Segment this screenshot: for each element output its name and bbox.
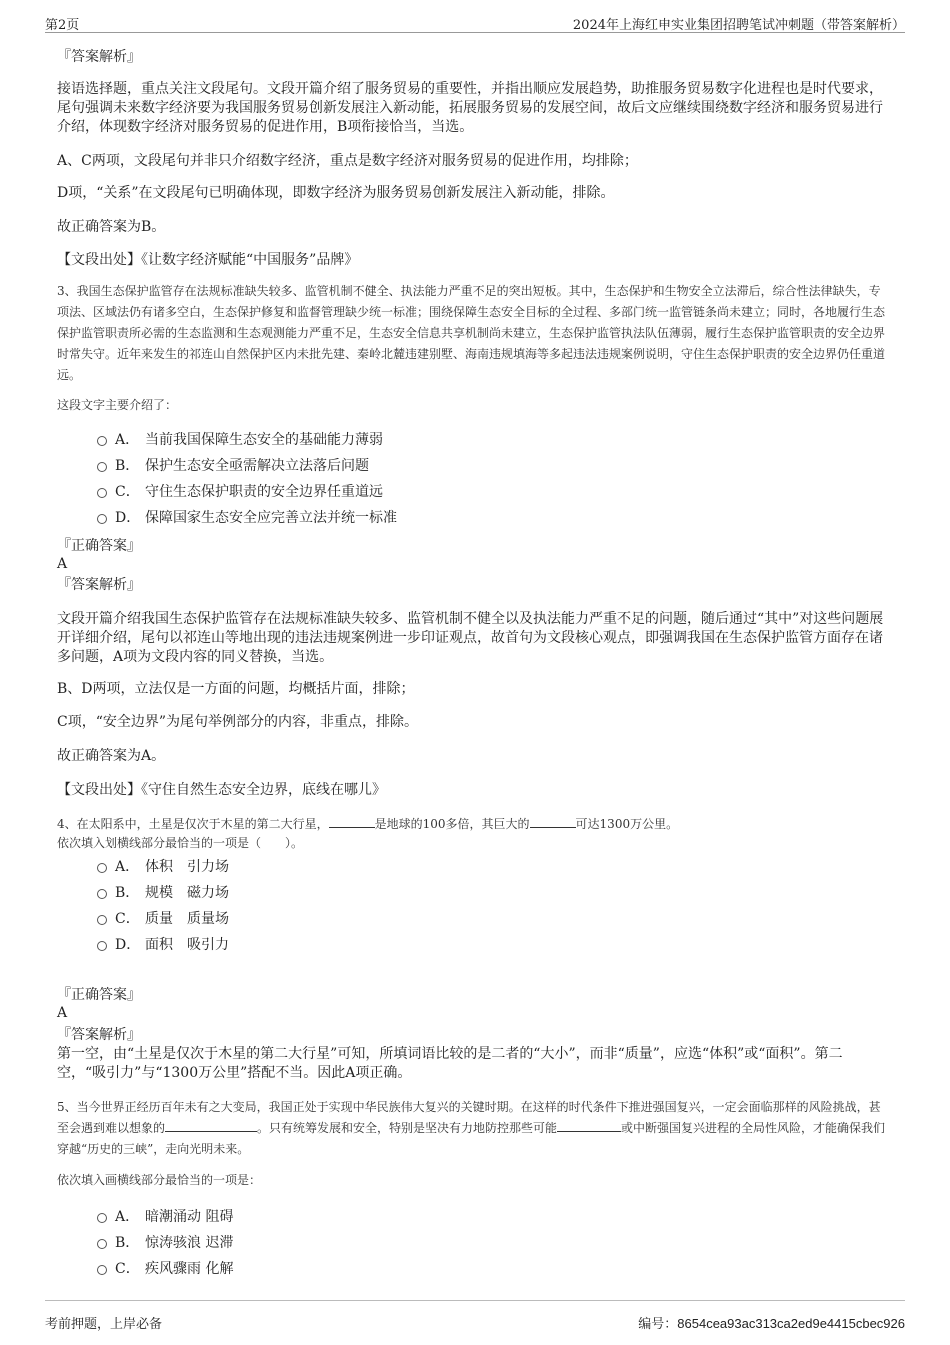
q4-answer-label: 『正确答案』 xyxy=(57,987,141,1003)
option-key: B． xyxy=(115,885,140,901)
radio-icon[interactable] xyxy=(97,1213,107,1223)
fill-blank xyxy=(329,815,375,828)
q3-option-c[interactable] xyxy=(97,482,383,502)
q3-source: 【文段出处】《守住自然生态安全边界，底线在哪儿》 xyxy=(57,782,386,798)
q3-analysis-text: 文段开篇介绍我国生态保护监管存在法规标准缺失较多、监管机制不健全以及执法能力严重不足的问题，随后通过“其中”对这些问题展开详细介绍，尾句以祁连山等地出现的违法违规案例进一步印证观点，故首句为文段核心观点，即强调我国在生态保护监管方面存在诸多问题，A项为文段内容的同义替换，当选。 xyxy=(57,611,884,665)
q5-stem-part: 或中断强国复兴进程的全局性风险，才能确保我们穿越“历史的三峡”，走向光明未来。 xyxy=(57,1121,886,1156)
q5-option-c[interactable] xyxy=(97,1259,233,1279)
q2-conclusion: 故正确答案为B。 xyxy=(57,219,166,235)
option-text: 当前我国保障生态安全的基础能力薄弱 xyxy=(145,432,383,448)
option-text: 面积 吸引力 xyxy=(145,937,229,953)
radio-icon[interactable] xyxy=(97,1265,107,1275)
radio-icon[interactable] xyxy=(97,436,107,446)
fill-blank xyxy=(557,1119,621,1132)
q4-option-a[interactable] xyxy=(97,857,229,877)
q5-option-b[interactable] xyxy=(97,1233,233,1253)
q3-option-b[interactable] xyxy=(97,456,369,476)
code-value: 8654cea93ac313ca2ed9e4415cbec926 xyxy=(677,1316,905,1331)
fill-blank xyxy=(165,1119,257,1132)
page-footer xyxy=(45,1300,905,1333)
radio-icon[interactable] xyxy=(97,863,107,873)
q4-option-b[interactable] xyxy=(97,883,229,903)
option-text: 质量 质量场 xyxy=(145,911,229,927)
option-key: D． xyxy=(115,937,141,953)
q2-analysis-label: 『答案解析』 xyxy=(57,49,141,65)
q2-analysis-text: 接语选择题，重点关注文段尾句。文段开篇介绍了服务贸易的重要性，并指出顺应发展趋势，助推服务贸易数字化进程也是时代要求，尾句强调未来数字经济要为我国服务贸易创新发展注入新动能，拓展服务贸易的发展空间，故后文应继续围绕数字经济和服务贸易进行介绍，体现数字经济对服务贸易的促进作用，B项衔接恰当，当选。 xyxy=(57,81,883,135)
q3-stem: 3、我国生态保护监管存在法规标准缺失较多、监管机制不健全、执法能力严重不足的突出短板。其中，生态保护和生物安全立法滞后，综合性法律缺失，专项法、区域法仍有诸多空白，生态保护修复和监督管理缺少统一标准；围绕保障生态安全目标的全过程、多部门统一监管链条尚未建立；同时，各地履行生态保护监管职责所必需的生态监测和生态观测能力严重不足，生态安全信息共享机制尚未建立，生态保护监管执法队伍薄弱，履行生态保护监管职责的安全边界时常失守。近年来发生的祁连山自然保护区内未批先建、秦岭北麓违建别墅、海南违规填海等多起违法违规案例说明，守住生态保护职责的安全边界仍任重道远。 xyxy=(57,284,886,382)
option-key: C． xyxy=(115,1261,140,1277)
code-label: 编号： xyxy=(638,1317,678,1332)
q3-analysis-label: 『答案解析』 xyxy=(57,577,141,593)
option-text: 体积 引力场 xyxy=(145,859,229,875)
q4-answer: A xyxy=(57,1005,68,1021)
radio-icon[interactable] xyxy=(97,1239,107,1249)
q5-option-a[interactable] xyxy=(97,1207,233,1227)
q4-stem-part: 是地球的100多倍，其巨大的 xyxy=(374,817,530,831)
radio-icon[interactable] xyxy=(97,889,107,899)
q4-stem-part: 4、在太阳系中，土星是仅次于木星的第二大行星， xyxy=(57,817,329,831)
radio-icon[interactable] xyxy=(97,462,107,472)
option-text: 惊涛骇浪 迟滞 xyxy=(145,1235,234,1251)
q4-question: 依次填入划横线部分最恰当的一项是（ ）。 xyxy=(57,836,304,850)
radio-icon[interactable] xyxy=(97,941,107,951)
q3-answer-label: 『正确答案』 xyxy=(57,538,141,554)
radio-icon[interactable] xyxy=(97,915,107,925)
option-key: B． xyxy=(115,458,140,474)
q2-source: 【文段出处】《让数字经济赋能“中国服务”品牌》 xyxy=(57,252,359,268)
q2-exclude-ac: A、C两项，文段尾句并非只介绍数字经济，重点是数字经济对服务贸易的促进作用，均排除； xyxy=(57,153,638,169)
q3-answer: A xyxy=(57,556,68,572)
q4-option-c[interactable] xyxy=(97,909,229,929)
q3-conclusion: 故正确答案为A。 xyxy=(57,748,166,764)
option-text: 规模 磁力场 xyxy=(145,885,229,901)
q2-exclude-d: D项，“关系”在文段尾句已明确体现，即数字经济为服务贸易创新发展注入新动能，排除。 xyxy=(57,185,615,201)
q4-analysis-label: 『答案解析』 xyxy=(57,1027,141,1043)
option-text: 守住生态保护职责的安全边界任重道远 xyxy=(145,484,383,500)
option-key: C． xyxy=(115,484,140,500)
q5-question: 依次填入画横线部分最恰当的一项是： xyxy=(57,1173,262,1187)
q5-stem-part: 5、当今世界正经历百年未有之大变局，我国正处于实现中华民族伟大复兴的关键时期。在这样的时代条件下推进强国复兴，一定会面临那样的风险挑战，甚至会遇到难以想象的 xyxy=(57,1100,881,1135)
q5-stem-part: 。只有统筹发展和安全，特别是坚决有力地防控那些可能 xyxy=(257,1121,558,1135)
option-key: C． xyxy=(115,911,140,927)
option-key: A． xyxy=(115,432,140,448)
q4-stem-part: 可达1300万公里。 xyxy=(575,817,679,831)
q4-analysis-text: 第一空，由“土星是仅次于木星的第二大行星”可知，所填词语比较的是二者的“大小”，而非“质量”，应选“体积”或“面积”。第二空，“吸引力”与“1300万公里”搭配不当。因此A项正确。 xyxy=(57,1046,843,1081)
radio-icon[interactable] xyxy=(97,488,107,498)
q4-option-d[interactable] xyxy=(97,935,229,955)
option-text: 暗潮涌动 阻碍 xyxy=(145,1209,234,1225)
page-number: 第2页 xyxy=(45,18,80,33)
option-key: B． xyxy=(115,1235,140,1251)
q4-stem xyxy=(57,814,887,835)
q3-option-a[interactable] xyxy=(97,430,383,450)
q5-stem xyxy=(57,1097,887,1160)
option-text: 疾风骤雨 化解 xyxy=(145,1261,234,1277)
document-code xyxy=(638,1313,905,1332)
q3-option-d[interactable] xyxy=(97,508,397,528)
option-text: 保障国家生态安全应完善立法并统一标准 xyxy=(145,510,397,526)
radio-icon[interactable] xyxy=(97,514,107,524)
document-title: 2024年上海红申实业集团招聘笔试冲刺题（带答案解析） xyxy=(572,18,905,33)
fill-blank xyxy=(530,815,576,828)
q3-exclude-c: C项，“安全边界”为尾句举例部分的内容，非重点，排除。 xyxy=(57,714,419,730)
page-header xyxy=(45,10,905,33)
footer-slogan: 考前押题，上岸必备 xyxy=(45,1317,163,1332)
option-text: 保护生态安全亟需解决立法落后问题 xyxy=(145,458,369,474)
option-key: D． xyxy=(115,510,141,526)
q3-exclude-bd: B、D两项，立法仅是一方面的问题，均概括片面，排除； xyxy=(57,681,415,697)
q3-question: 这段文字主要介绍了： xyxy=(57,398,178,412)
option-key: A． xyxy=(115,859,140,875)
option-key: A． xyxy=(115,1209,140,1225)
